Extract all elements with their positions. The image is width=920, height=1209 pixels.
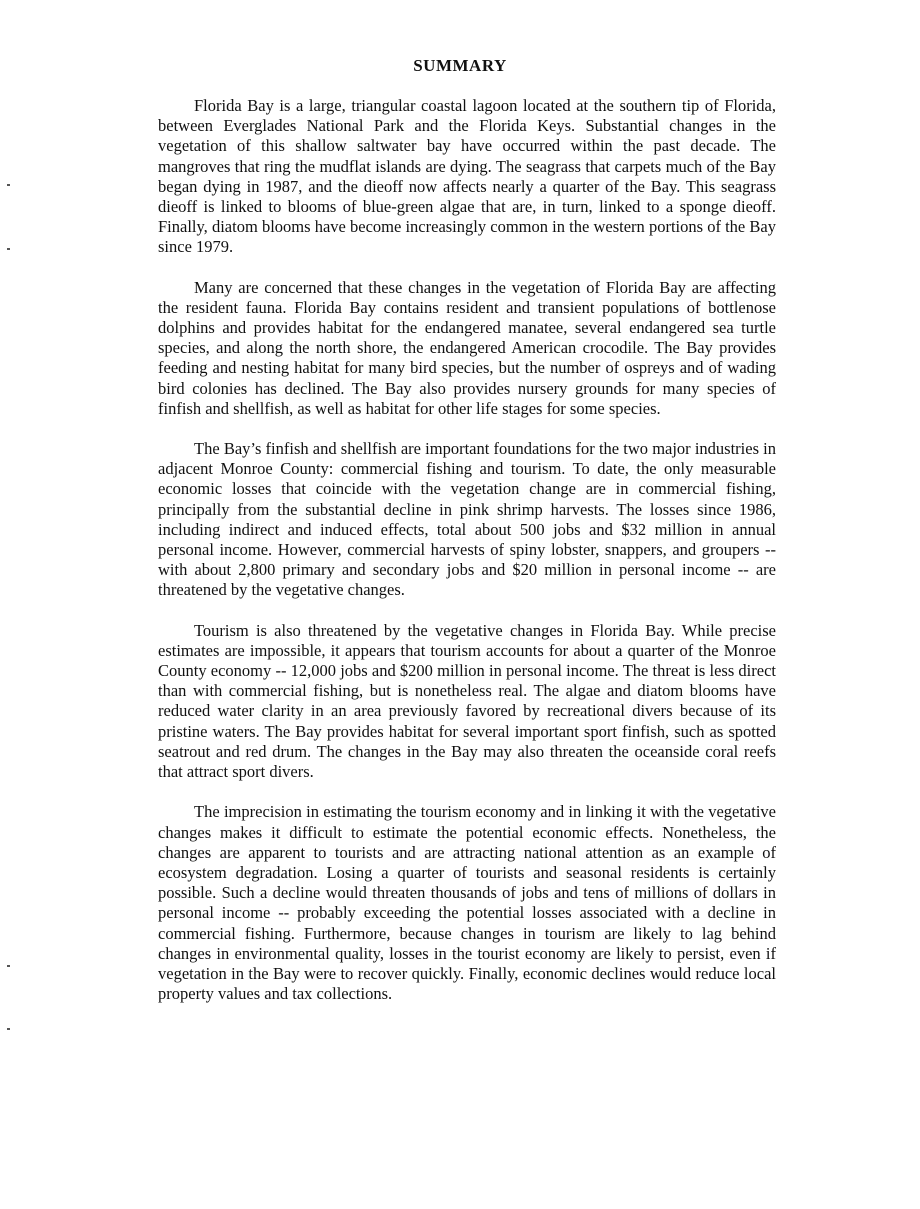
margin-mark [7,965,10,967]
paragraph-5: The imprecision in estimating the tourism economy and in linking it with the vegetative changes makes it difficult to estimate the potential economic effects. Nonetheless, the changes are apparent to tourists and are attracting national attention as an example of ecosystem degradation. Losing a quarter of tourists and seasonal residents is certainly possible. Such a decline would threaten thousands of jobs and tens of millions of dollars in personal income -- probably exceeding the potential losses associated with a decline in commercial fishing. Furthermore, because changes in tourism are likely to lag behind changes in environmental quality, losses in the tourist economy are likely to persist, even if vegetation in the Bay were to recover quickly. Finally, economic declines would reduce local property values and tax collections. [158,802,776,1004]
paragraph-3: The Bay’s finfish and shellfish are important foundations for the two major industries in adjacent Monroe County: commercial fishing and tourism. To date, the only measurable economic losses that coincide with the vegetation change are in commercial fishing, principally from the substantial decline in pink shrimp harvests. The losses since 1986, including indirect and induced effects, total about 500 jobs and $32 million in annual personal income. However, commercial harvests of spiny lobster, snappers, and groupers -- with about 2,800 primary and secondary jobs and $20 million in personal income -- are threatened by the vegetative changes. [158,439,776,600]
summary-body [158,96,776,1024]
paragraph-1: Florida Bay is a large, triangular coastal lagoon located at the southern tip of Florida, between Everglades National Park and the Florida Keys. Substantial changes in the vegetation of this shallow saltwater bay have occurred within the past decade. The mangroves that ring the mudflat islands are dying. The seagrass that carpets much of the Bay began dying in 1987, and the dieoff now affects nearly a quarter of the Bay. This seagrass dieoff is linked to blooms of blue-green algae that are, in turn, linked to a sponge dieoff. Finally, diatom blooms have become increasingly common in the western portions of the Bay since 1979. [158,96,776,257]
paragraph-2: Many are concerned that these changes in the vegetation of Florida Bay are affecting the resident fauna. Florida Bay contains resident and transient populations of bottlenose dolphins and provides habitat for the endangered manatee, several endangered sea turtle species, and along the north shore, the endangered American crocodile. The Bay provides feeding and nesting habitat for many bird species, but the number of ospreys and of wading bird colonies has declined. The Bay also provides nursery grounds for many species of finfish and shellfish, as well as habitat for other life stages for some species. [158,277,776,418]
page-title: SUMMARY [413,56,507,75]
paragraph-4: Tourism is also threatened by the vegetative changes in Florida Bay. While precise estimates are impossible, it appears that tourism accounts for about a quarter of the Monroe County economy -- 12,000 jobs and $200 million in personal income. The threat is less direct than with commercial fishing, but is nonetheless real. The algae and diatom blooms have reduced water clarity in an area previously favored by recreational divers because of its pristine waters. The Bay provides habitat for several important sport finfish, such as spotted seatrout and red drum. The changes in the Bay may also threaten the oceanside coral reefs that attract sport divers. [158,620,776,782]
margin-mark [7,1028,10,1030]
margin-mark [7,184,10,186]
margin-mark [7,248,10,250]
